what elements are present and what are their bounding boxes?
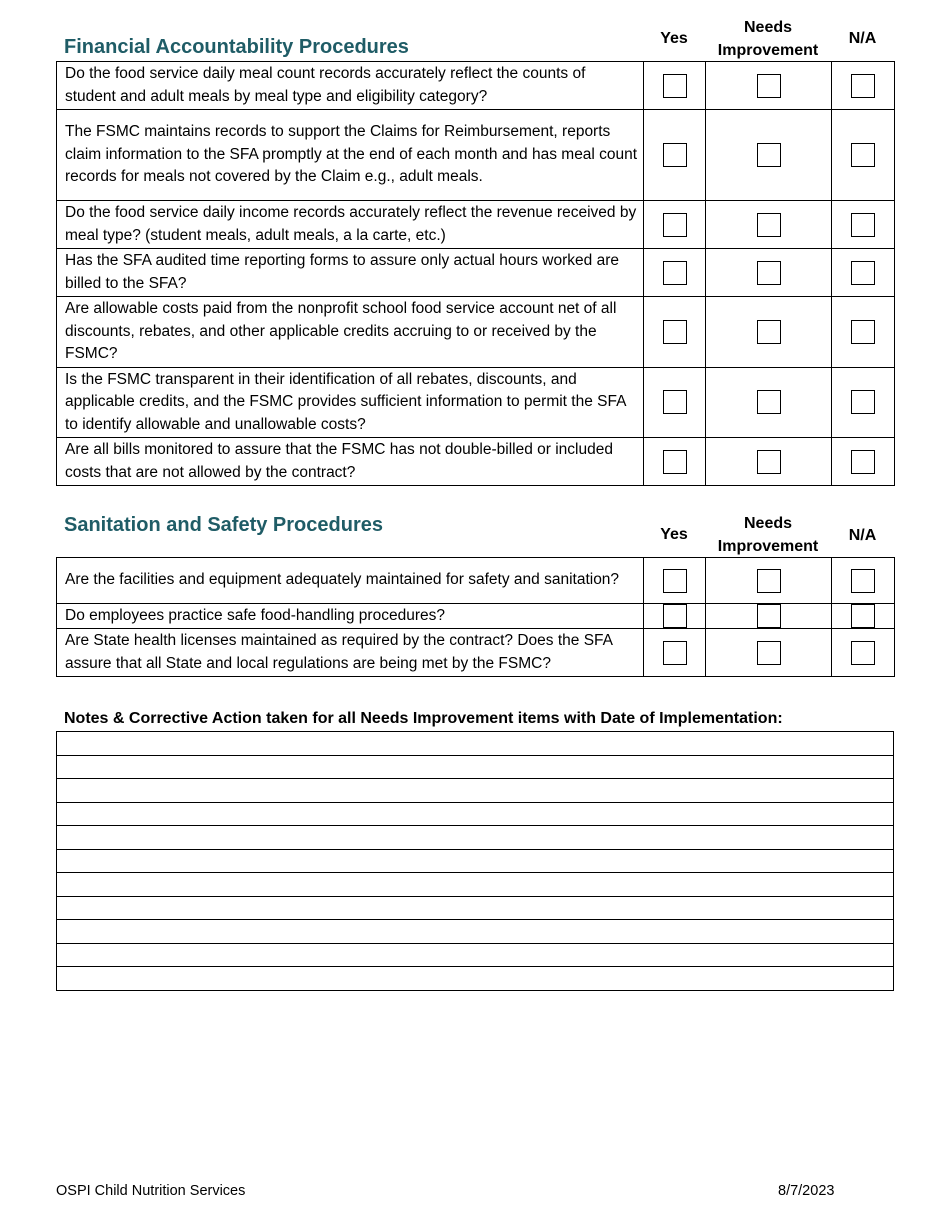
needs-improvement-checkbox[interactable] — [757, 320, 781, 344]
footer-date: 8/7/2023 — [778, 1183, 835, 1199]
yes-checkbox[interactable] — [663, 213, 687, 237]
question-text: Do the food service daily income records accurately reflect the revenue received by meal type? (student meals, adult meals, a la carte, etc.) — [57, 201, 644, 249]
notes-line[interactable] — [57, 756, 893, 780]
needs-improvement-checkbox[interactable] — [757, 74, 781, 98]
needs-improvement-column-header — [705, 512, 831, 558]
na-checkbox[interactable] — [851, 213, 875, 237]
notes-line[interactable] — [57, 732, 893, 756]
yes-checkbox[interactable] — [663, 320, 687, 344]
table-row — [57, 201, 895, 249]
needs-improvement-checkbox[interactable] — [757, 261, 781, 285]
question-text: Is the FSMC transparent in their identification of all rebates, discounts, and applicable credits, and the FSMC provides sufficient information to permit the SFA to identify allowable and unallowable costs? — [57, 367, 644, 438]
notes-line[interactable] — [57, 803, 893, 827]
needs-improvement-checkbox[interactable] — [757, 641, 781, 665]
notes-table — [56, 731, 894, 991]
notes-title: Notes & Corrective Action taken for all Needs Improvement items with Date of Implementation: — [64, 710, 783, 727]
table-row — [57, 629, 895, 677]
yes-checkbox[interactable] — [663, 641, 687, 665]
table-row — [57, 62, 895, 110]
table-row — [57, 297, 895, 368]
na-checkbox[interactable] — [851, 641, 875, 665]
yes-checkbox[interactable] — [663, 390, 687, 414]
question-text: Are allowable costs paid from the nonprofit school food service account net of all discounts, rebates, and other applicable credits accruing to or received by the FSMC? — [57, 297, 644, 368]
table-row — [57, 558, 895, 604]
table-row — [57, 110, 895, 201]
table-row — [57, 249, 895, 297]
notes-line[interactable] — [57, 897, 893, 921]
needs-improvement-checkbox[interactable] — [757, 450, 781, 474]
yes-column-header: Yes — [660, 526, 688, 543]
notes-line[interactable] — [57, 873, 893, 897]
notes-line[interactable] — [57, 850, 893, 874]
yes-checkbox[interactable] — [663, 450, 687, 474]
notes-line[interactable] — [57, 826, 893, 850]
yes-checkbox[interactable] — [663, 569, 687, 593]
sanitation-table — [56, 557, 895, 677]
question-text: Are the facilities and equipment adequately maintained for safety and sanitation? — [57, 558, 644, 604]
na-column-header: N/A — [848, 30, 877, 47]
needs-improvement-checkbox[interactable] — [757, 604, 781, 628]
na-checkbox[interactable] — [851, 261, 875, 285]
question-text: Are all bills monitored to assure that the FSMC has not double-billed or included costs that are not allowed by the contract? — [57, 438, 644, 486]
needs-improvement-column-header — [705, 16, 831, 62]
sanitation-section-title: Sanitation and Safety Procedures — [64, 514, 383, 536]
table-row — [57, 438, 895, 486]
notes-line[interactable] — [57, 967, 893, 991]
table-row — [57, 604, 895, 629]
needs-improvement-checkbox[interactable] — [757, 213, 781, 237]
na-checkbox[interactable] — [851, 569, 875, 593]
yes-checkbox[interactable] — [663, 604, 687, 628]
financial-table — [56, 61, 895, 486]
na-checkbox[interactable] — [851, 450, 875, 474]
na-checkbox[interactable] — [851, 320, 875, 344]
needs-improvement-checkbox[interactable] — [757, 143, 781, 167]
notes-line[interactable] — [57, 944, 893, 968]
needs-improvement-checkbox[interactable] — [757, 390, 781, 414]
notes-line[interactable] — [57, 779, 893, 803]
needs-header-line2: Improvement — [717, 42, 819, 59]
needs-header-line2: Improvement — [717, 538, 819, 555]
yes-checkbox[interactable] — [663, 261, 687, 285]
needs-improvement-checkbox[interactable] — [757, 569, 781, 593]
na-checkbox[interactable] — [851, 604, 875, 628]
na-checkbox[interactable] — [851, 74, 875, 98]
yes-checkbox[interactable] — [663, 143, 687, 167]
question-text: Has the SFA audited time reporting forms to assure only actual hours worked are billed to the SFA? — [57, 249, 644, 297]
needs-header-line1: Needs — [743, 515, 793, 532]
question-text: The FSMC maintains records to support the Claims for Reimbursement, reports claim information to the SFA promptly at the end of each month and has meal count records for meals not covered by the Claim e.g., adult meals. — [57, 110, 644, 201]
table-row — [57, 367, 895, 438]
na-checkbox[interactable] — [851, 143, 875, 167]
footer-organization: OSPI Child Nutrition Services — [56, 1183, 246, 1199]
notes-line[interactable] — [57, 920, 893, 944]
question-text: Are State health licenses maintained as required by the contract? Does the SFA assure that all State and local regulations are being met by the FSMC? — [57, 629, 644, 677]
yes-column-header: Yes — [660, 30, 688, 47]
yes-checkbox[interactable] — [663, 74, 687, 98]
na-column-header: N/A — [848, 527, 877, 544]
question-text: Do the food service daily meal count records accurately reflect the counts of student and adult meals by meal type and eligibility category? — [57, 62, 644, 110]
question-text: Do employees practice safe food-handling procedures? — [57, 604, 644, 629]
na-checkbox[interactable] — [851, 390, 875, 414]
needs-header-line1: Needs — [743, 19, 793, 36]
financial-section-title: Financial Accountability Procedures — [64, 36, 409, 58]
